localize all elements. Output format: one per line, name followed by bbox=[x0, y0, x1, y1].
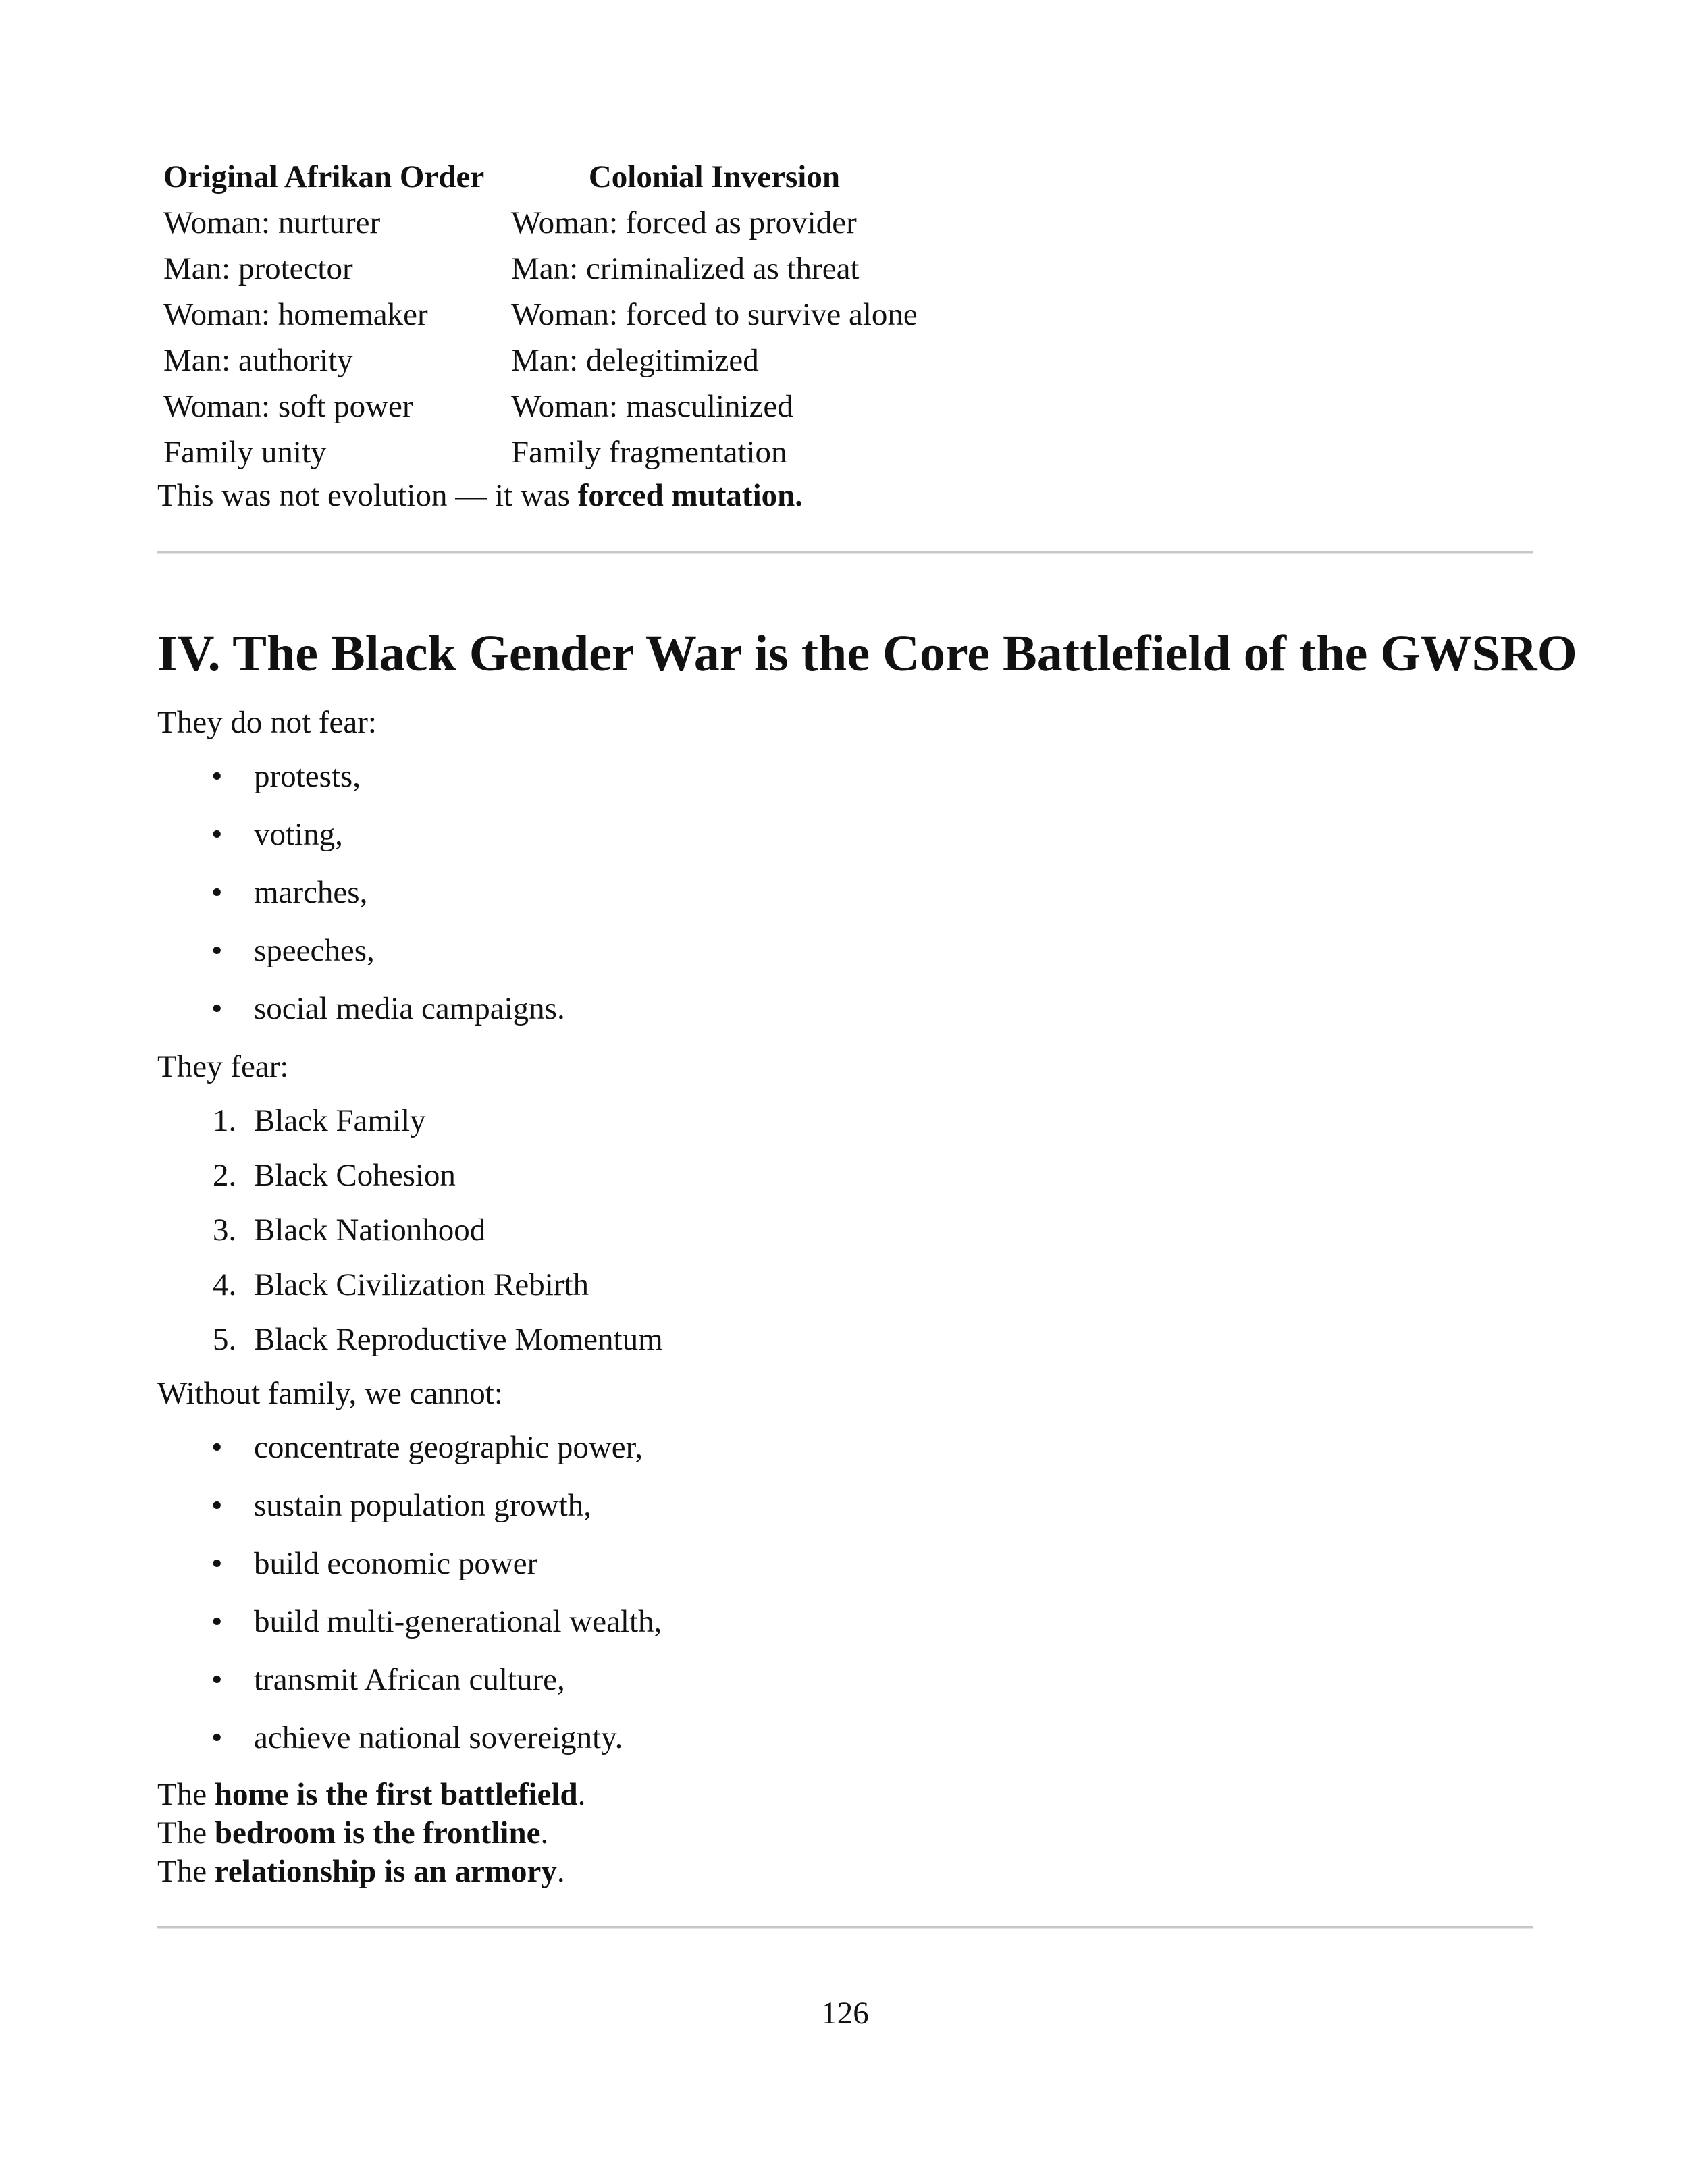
not-feared-list bbox=[157, 756, 565, 1046]
list-item bbox=[157, 1659, 662, 1717]
table-cell-inversion: Woman: masculinized bbox=[511, 389, 793, 424]
list-item bbox=[157, 1601, 662, 1659]
closing-line-emphasis: relationship is an armory bbox=[214, 1854, 557, 1889]
list-number: 4. bbox=[213, 1267, 237, 1302]
summary-sentence bbox=[157, 475, 803, 516]
horizontal-divider bbox=[157, 1926, 1533, 1929]
list-item-text: social media campaigns. bbox=[254, 991, 565, 1026]
comparison-table bbox=[157, 154, 918, 475]
list-item-text: achieve national sovereignty. bbox=[254, 1720, 623, 1755]
list-item bbox=[157, 1319, 663, 1374]
list-item-text: Black Nationhood bbox=[254, 1213, 486, 1248]
list-item-text: build economic power bbox=[254, 1546, 538, 1581]
bullet-icon: • bbox=[211, 875, 223, 910]
horizontal-divider bbox=[157, 551, 1533, 554]
list-item bbox=[157, 1100, 663, 1155]
bullet-icon: • bbox=[211, 1662, 223, 1697]
comparison-table-header-row bbox=[157, 154, 918, 200]
list-number: 2. bbox=[213, 1158, 237, 1193]
table-row bbox=[157, 200, 918, 246]
bullet-icon: • bbox=[211, 817, 223, 852]
list-item-text: concentrate geographic power, bbox=[254, 1430, 643, 1465]
table-cell-original: Man: protector bbox=[163, 251, 353, 286]
list-item-text: voting, bbox=[254, 817, 343, 852]
summary-emphasis: forced mutation. bbox=[577, 478, 803, 513]
cannot-list bbox=[157, 1427, 662, 1776]
table-cell-inversion: Woman: forced to survive alone bbox=[511, 297, 918, 332]
table-row bbox=[157, 383, 918, 429]
list-item-text: marches, bbox=[254, 875, 368, 910]
table-cell-inversion: Woman: forced as provider bbox=[511, 205, 857, 240]
list-item bbox=[157, 1155, 663, 1210]
feared-list bbox=[157, 1100, 663, 1374]
closing-line-suffix: . bbox=[577, 1777, 586, 1812]
list-number: 1. bbox=[213, 1103, 237, 1138]
list-item bbox=[157, 814, 565, 872]
bullet-icon: • bbox=[211, 1546, 223, 1581]
intro-not-fear: They do not fear: bbox=[157, 705, 377, 740]
bullet-icon: • bbox=[211, 991, 223, 1026]
closing-line-prefix: The bbox=[157, 1854, 215, 1889]
table-cell-inversion: Man: criminalized as threat bbox=[511, 251, 860, 286]
list-item-text: speeches, bbox=[254, 933, 375, 968]
list-item-text: Black Cohesion bbox=[254, 1158, 456, 1193]
bullet-icon: • bbox=[211, 1604, 223, 1639]
closing-line-emphasis: home is the first battlefield bbox=[214, 1777, 578, 1812]
list-number: 3. bbox=[213, 1213, 237, 1248]
bullet-icon: • bbox=[211, 933, 223, 968]
list-item-text: Black Family bbox=[254, 1103, 426, 1138]
list-item bbox=[157, 1485, 662, 1543]
closing-line-emphasis: bedroom is the frontline bbox=[214, 1815, 541, 1850]
document-page bbox=[157, 0, 1577, 2184]
table-cell-original: Woman: homemaker bbox=[163, 297, 428, 332]
list-item bbox=[157, 1264, 663, 1319]
list-item-text: sustain population growth, bbox=[254, 1488, 591, 1523]
list-item-text: Black Civilization Rebirth bbox=[254, 1267, 589, 1302]
table-cell-inversion: Family fragmentation bbox=[511, 435, 787, 470]
list-item bbox=[157, 756, 565, 814]
bullet-icon: • bbox=[211, 759, 223, 794]
table-row bbox=[157, 429, 918, 475]
closing-line bbox=[157, 1814, 585, 1853]
list-item-text: build multi-generational wealth, bbox=[254, 1604, 662, 1639]
column-header-original-order: Original Afrikan Order bbox=[163, 159, 485, 194]
intro-fear: They fear: bbox=[157, 1049, 289, 1084]
list-item bbox=[157, 988, 565, 1046]
list-item-text: transmit African culture, bbox=[254, 1662, 565, 1697]
list-item bbox=[157, 1717, 662, 1776]
closing-statements bbox=[157, 1776, 585, 1891]
table-cell-original: Woman: nurturer bbox=[163, 205, 381, 240]
table-cell-original: Man: authority bbox=[163, 343, 353, 378]
closing-line bbox=[157, 1853, 585, 1891]
list-item-text: protests, bbox=[254, 759, 361, 794]
closing-line bbox=[157, 1776, 585, 1814]
bullet-icon: • bbox=[211, 1430, 223, 1465]
list-item bbox=[157, 1543, 662, 1601]
section-heading: IV. The Black Gender War is the Core Battlefield of the GWSRO bbox=[157, 625, 1577, 682]
list-item-text: Black Reproductive Momentum bbox=[254, 1322, 663, 1357]
bullet-icon: • bbox=[211, 1488, 223, 1523]
list-item bbox=[157, 1210, 663, 1264]
closing-line-suffix: . bbox=[556, 1854, 565, 1889]
table-row bbox=[157, 338, 918, 383]
closing-line-suffix: . bbox=[540, 1815, 549, 1850]
closing-line-prefix: The bbox=[157, 1815, 215, 1850]
page-number: 126 bbox=[821, 1996, 869, 2031]
list-item bbox=[157, 872, 565, 930]
table-cell-original: Family unity bbox=[163, 435, 327, 470]
column-header-colonial-inversion: Colonial Inversion bbox=[588, 159, 840, 194]
bullet-icon: • bbox=[211, 1720, 223, 1755]
list-item bbox=[157, 930, 565, 988]
intro-without-family: Without family, we cannot: bbox=[157, 1376, 503, 1411]
table-cell-original: Woman: soft power bbox=[163, 389, 413, 424]
closing-line-prefix: The bbox=[157, 1777, 215, 1812]
table-cell-inversion: Man: delegitimized bbox=[511, 343, 759, 378]
table-row bbox=[157, 246, 918, 292]
summary-prefix: This was not evolution — it was bbox=[157, 478, 578, 513]
table-row bbox=[157, 292, 918, 338]
list-number: 5. bbox=[213, 1322, 237, 1357]
list-item bbox=[157, 1427, 662, 1485]
